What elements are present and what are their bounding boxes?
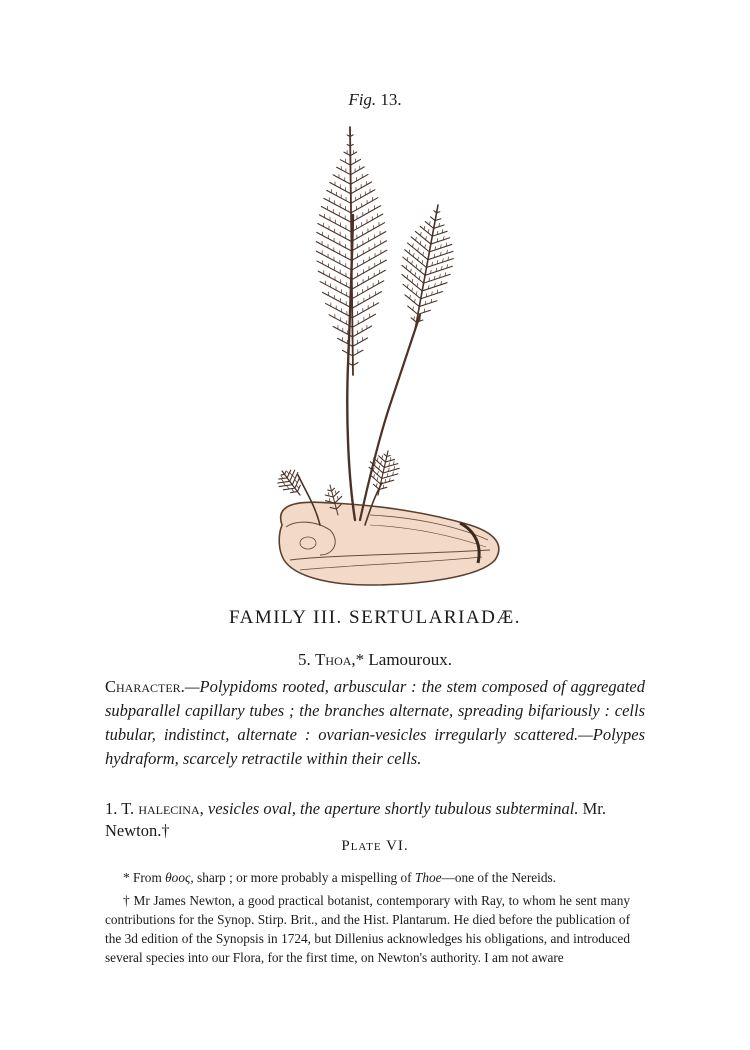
fronds-drawing — [278, 127, 454, 525]
species-entry — [105, 798, 645, 842]
species-authority: Mr. Newton. — [105, 799, 606, 840]
figure-label-number: 13. — [380, 90, 402, 109]
footnote-2-mark: † — [123, 893, 130, 908]
footnote-2 — [105, 891, 630, 967]
footnote-1-thoe: Thoe — [414, 870, 442, 885]
footnote-1-from: From — [132, 870, 162, 885]
footnote-2-text: Mr James Newton, a good practical botanist, contemporary with Ray, to whom he sent many contributions for the Synop. Stirp. Brit., and the Hist. Plantarum. He died before the publication of the 3d edition of the Synopsis in 1724, but Dillenius acknowledges his obligations, and introduced several species into our Flora, for the first time, on Newton's authority. I am not aware — [105, 893, 631, 965]
genus-number: 5. — [298, 650, 311, 669]
figure-label-word: Fig. — [348, 90, 377, 109]
species-description: vesicles oval, the aperture shortly tubulous subterminal. — [207, 799, 579, 818]
genus-name: Thoa, — [315, 650, 356, 669]
genus-heading — [0, 650, 750, 670]
footnote-1 — [105, 868, 630, 887]
footnote-1-text-a: sharp ; or more probably a mispelling of — [197, 870, 412, 885]
species-number: 1. — [105, 799, 118, 818]
character-text: —Polypidoms rooted, arbuscular : the stem composed of aggregated subparallel capillary tubes ; the branches alternate, spreading bifariously : cells tubular, indistinct, alternate : ovarian-vesicles irregularly scattered.—Polypes hydraform, scarcely retractile within their cells. — [105, 677, 645, 768]
footnote-1-greek: θοος, — [165, 870, 194, 885]
mussel-shell-drawing — [279, 502, 499, 585]
family-title: FAMILY III. SERTULARIADÆ. — [229, 607, 521, 628]
genus-author: Lamouroux. — [368, 650, 452, 669]
species-footnote-mark: † — [161, 821, 170, 840]
figure-label — [0, 90, 750, 110]
species-name: halecina, — [138, 799, 204, 818]
character-paragraph — [105, 675, 645, 771]
species-abbrev: T. — [121, 799, 135, 818]
character-label: Character. — [105, 677, 185, 696]
footnote-1-text-b: —one of the Nereids. — [441, 870, 556, 885]
footnote-1-mark: * — [123, 870, 130, 885]
sertularian-illustration — [220, 115, 540, 595]
footnotes — [105, 868, 630, 971]
genus-footnote-mark: * — [355, 650, 365, 669]
plate-reference: Plate VI. — [341, 838, 409, 854]
